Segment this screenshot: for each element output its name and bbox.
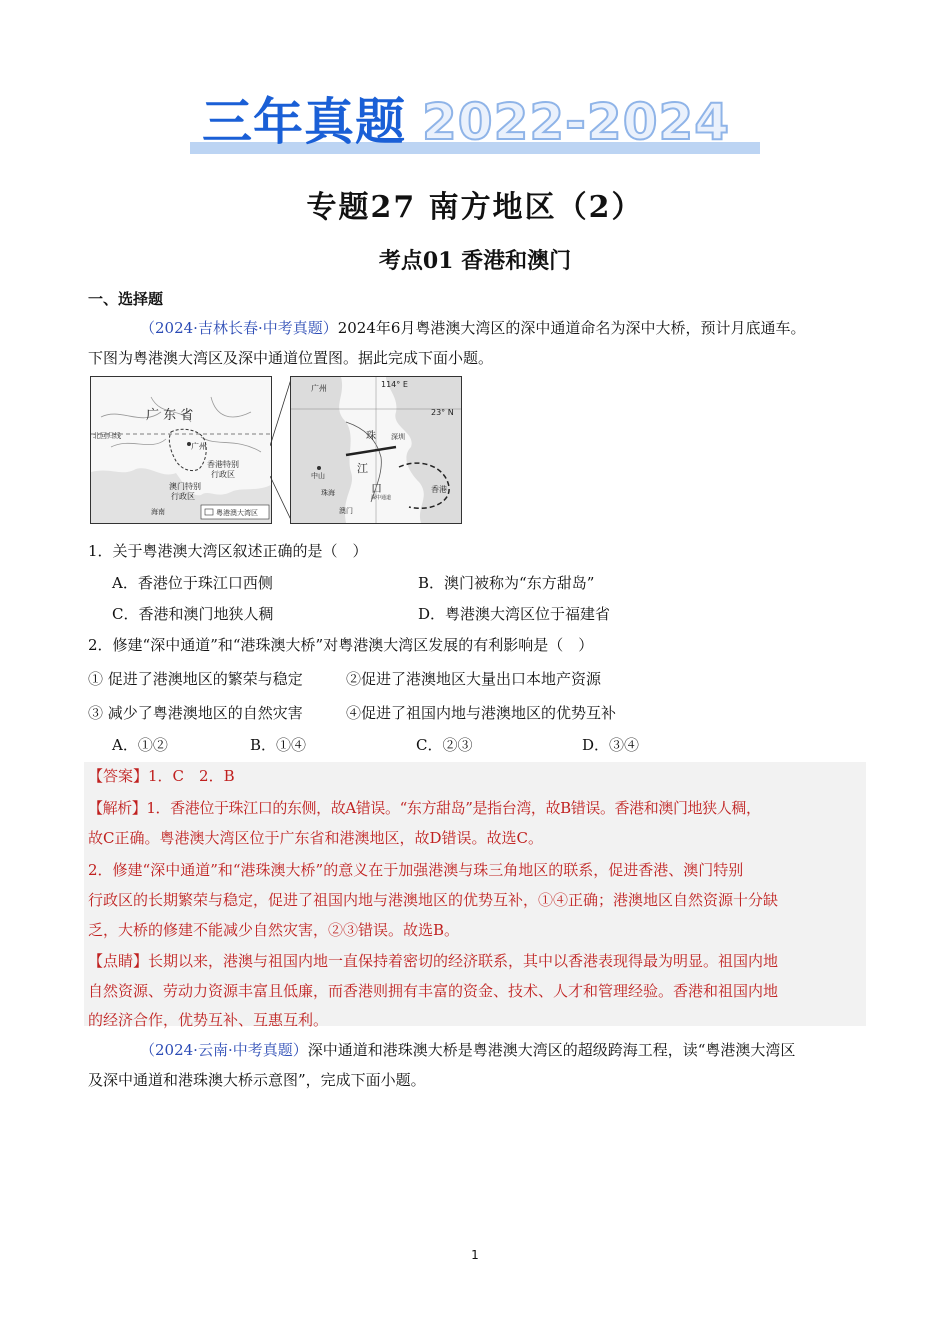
label-zhongshan: 中山	[311, 472, 325, 480]
label-island: 海南	[151, 508, 165, 516]
label-guangzhou: 广州	[191, 442, 207, 451]
label-province: 广 东 省	[146, 408, 194, 423]
q2-item-3: ③ 减少了粤港澳地区的自然灾害	[88, 704, 303, 722]
q1-option-d: D．粤港澳大湾区位于福建省	[418, 605, 611, 623]
gba-overview-map	[90, 376, 272, 524]
q1-option-c: C．香港和澳门地狭人稠	[112, 605, 274, 623]
source-tag: （2024·云南·中考真题）	[140, 1041, 308, 1059]
q2-item-2: ②促进了港澳地区大量出口本地产资源	[346, 670, 602, 688]
label-jiang: 江	[357, 462, 368, 475]
label-shenzhen: 深圳	[391, 433, 405, 441]
analysis-line: 乏，大桥的修建不能减少自然灾害，②③错误。故选B。	[88, 921, 460, 939]
channel-line	[346, 447, 396, 455]
pearl-river-delta-map	[290, 376, 462, 524]
label-kou: 口	[371, 482, 382, 495]
section-heading: 一、选择题	[88, 290, 164, 308]
label-zhu: 珠	[366, 431, 376, 442]
source-tag: （2024·吉林长春·中考真题）	[140, 319, 338, 337]
q2-item-4: ④促进了祖国内地与港澳地区的优势互补	[346, 704, 617, 722]
q2-option-a: A．①②	[112, 736, 168, 754]
question-2-stem: 2．修建“深中通道”和“港珠澳大桥”对粤港澳大湾区发展的有利影响是（ ）	[88, 636, 594, 654]
label-macao-r: 澳门	[339, 507, 353, 515]
label-guangzhou-r: 广州	[311, 384, 327, 393]
q1-option-a: A．香港位于珠江口西侧	[112, 574, 273, 592]
question-1-stem: 1．关于粤港澳大湾区叙述正确的是（ ）	[88, 542, 368, 560]
map-connector	[270, 376, 292, 522]
label-tropic: 北回归线	[93, 432, 121, 440]
page-subtitle: 考点01 香港和澳门	[378, 248, 572, 274]
q2-item-1: ① 促进了港澳地区的繁荣与稳定	[88, 670, 303, 688]
q2-option-c: C．②③	[416, 736, 473, 754]
label-zhuhai: 珠海	[321, 489, 335, 497]
analysis-line: 故C正确。粤港澳大湾区位于广东省和港澳地区，故D错误。故选C。	[88, 829, 543, 847]
q2-option-d: D．③④	[582, 736, 640, 754]
label-longitude: 114° E	[381, 380, 408, 389]
header-banner	[190, 92, 760, 154]
tip-line: 【点睛】长期以来，港澳与祖国内地一直保持着密切的经济联系，其中以香港表现得最为明显。祖国内地	[88, 952, 779, 970]
intro-paragraph-2	[88, 1035, 868, 1095]
q1-option-b: B．澳门被称为“东方甜岛”	[418, 574, 595, 592]
analysis-line: 行政区的长期繁荣与稳定，促进了祖国内地与港澳地区的优势互补，①④正确；港澳地区自然资源十分缺	[88, 891, 779, 909]
tip-line: 的经济合作，优势互补、互惠互利。	[88, 1011, 329, 1029]
intro-text: 2024年6月粤港澳大湾区的深中通道命名为深中大桥，预计月底通车。	[337, 319, 806, 337]
label-channel: 深中通道	[371, 495, 392, 501]
tip-line: 自然资源、劳动力资源丰富且低廉，而香港则拥有丰富的资金、技术、人才和管理经验。香港和祖国内地	[88, 982, 779, 1000]
intro-text: 及深中通道和港珠澳大桥示意图”，完成下面小题。	[88, 1071, 426, 1089]
label-hk-r: 香港	[431, 485, 447, 494]
page-title: 专题27 南方地区（2）	[306, 190, 644, 225]
answer-line: 【答案】1．C 2．B	[88, 767, 235, 785]
analysis-line: 【解析】1．香港位于珠江口的东侧，故A错误。“东方甜岛”是指台湾，故B错误。香港和澳门地狭人稠，	[88, 799, 761, 817]
legend-label: 粤港澳大湾区	[216, 509, 258, 517]
label-hk2: 行政区	[211, 470, 235, 479]
intro-text: 深中通道和港珠澳大桥是粤港澳大湾区的超级跨海工程，读“粤港澳大湾区	[307, 1041, 796, 1059]
label-hk: 香港特别	[207, 460, 239, 469]
analysis-line: 2．修建“深中通道”和“港珠澳大桥”的意义在于加强港澳与珠三角地区的联系，促进香港、澳门特别	[88, 861, 744, 879]
label-macao: 澳门特别	[169, 482, 201, 491]
intro-text: 下图为粤港澳大湾区及深中通道位置图。据此完成下面小题。	[88, 349, 494, 367]
label-macao2: 行政区	[171, 492, 195, 501]
intro-paragraph-1	[88, 313, 868, 373]
banner-title: 三年真题	[202, 93, 406, 151]
q2-option-b: B．①④	[250, 736, 307, 754]
banner-years: 2022-2024	[422, 93, 731, 151]
page-number: 1	[471, 1248, 479, 1262]
label-latitude: 23° N	[431, 408, 454, 417]
